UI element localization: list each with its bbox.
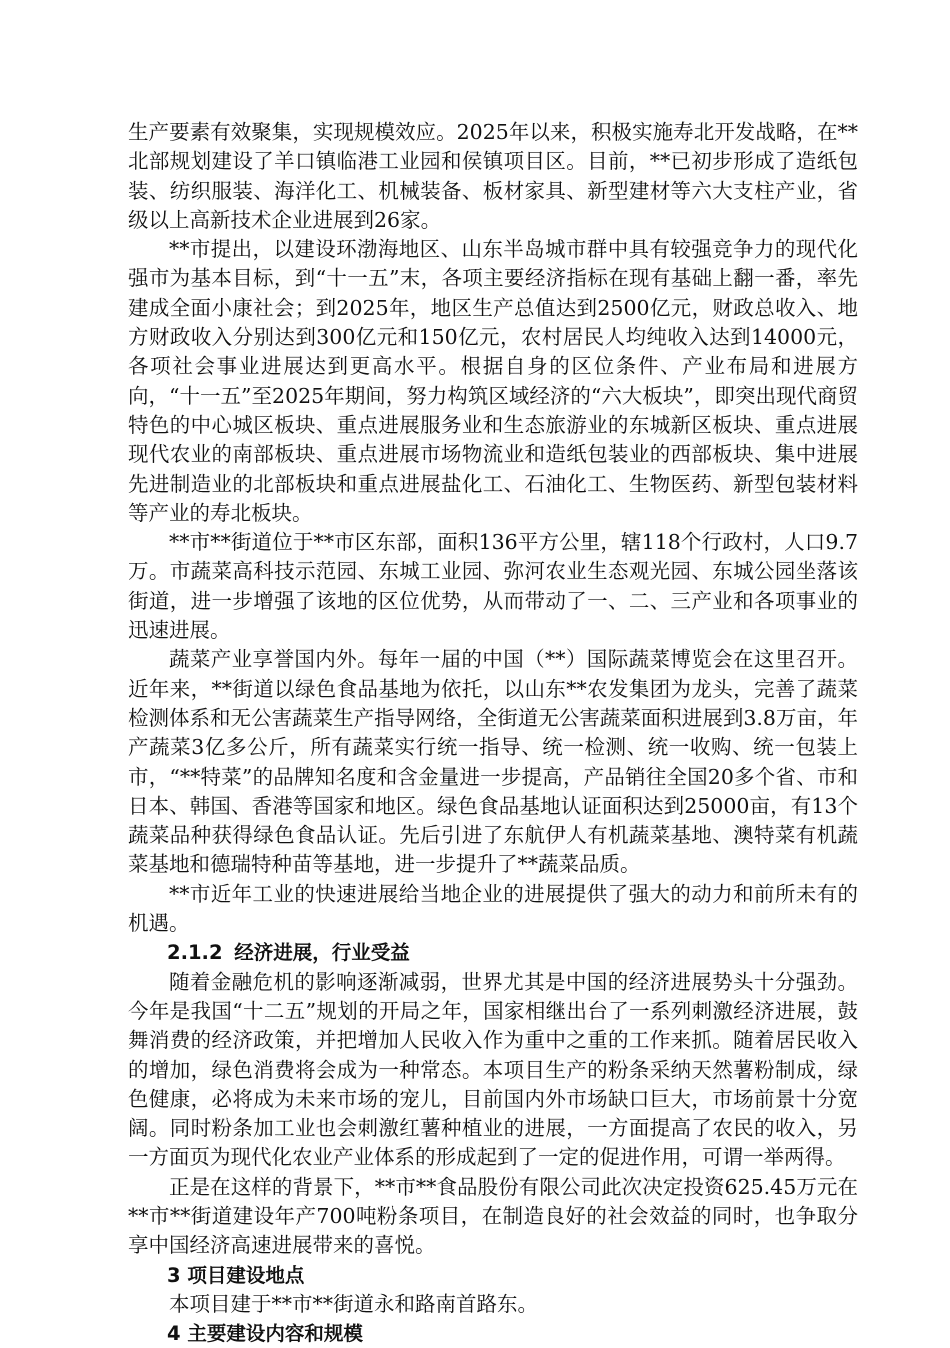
document-page [128,118,858,1348]
section-number: 2.1.2 [167,941,223,965]
section-title: 经济进展，行业受益 [234,941,410,965]
paragraph-economic-trend: 随着金融危机的影响逐渐减弱，世界尤其是中国的经济进展势头十分强劲。今年是我国“十二五”规划的开局之年，国家相继出台了一系列刺激经济进展，鼓舞消费的经济政策，并把增加人民收入作为重中之重的工作来抓。随着居民收入的增加，绿色消费将会成为一种常态。本项目生产的粉条采纳天然薯粉制成，绿色健康，必将成为未来市场的宠儿，目前国内外市场缺口巨大，市场前景十分宽阔。同时粉条加工业也会刺激红薯种植业的进展，一方面提高了农民的收入，另一方面页为现代化农业产业体系的形成起到了一定的促进作用，可谓一举两得。 [128,969,858,1170]
section-heading-economy [128,938,858,967]
paragraph-street-overview: **市**街道位于**市区东部，面积136平方公里，辖118个行政村，人口9.7万。市蔬菜高科技示范园、东城工业园、弥河农业生态观光园、东城公园坐落该街道，进一步增强了该地的区位优势，从而带动了一、二、三产业和各项事业的迅速进展。 [128,530,858,643]
paragraph-vegetable-industry: 蔬菜产业享誉国内外。每年一届的中国（**）国际蔬菜博览会在这里召开。近年来，**街道以绿色食品基地为依托，以山东**农发集团为龙头，完善了蔬菜检测体系和无公害蔬菜生产指导网络，全街道无公害蔬菜面积进展到3.8万亩，年产蔬菜3亿多公斤，所有蔬菜实行统一指导、统一检测、统一收购、统一包装上市，“**特菜”的品牌知名度和含金量进一步提高，产品销往全国20多个省、市和日本、韩国、香港等国家和地区。绿色食品基地认证面积达到25000亩，有13个蔬菜品种获得绿色食品认证。先后引进了东航伊人有机蔬菜基地、澳特菜有机蔬菜基地和德瑞特种苗等基地，进一步提升了**蔬菜品质。 [128,647,858,877]
section-heading-scope: 4 主要建设内容和规模 [167,1322,363,1346]
paragraph-industry-opportunity: **市近年工业的快速进展给当地企业的进展提供了强大的动力和前所未有的机遇。 [128,881,858,936]
paragraph-industry-cluster: 生产要素有效聚集，实现规模效应。2025年以来，积极实施寿北开发战略，在**北部规划建设了羊口镇临港工业园和侯镇项目区。目前，**已初步形成了造纸包装、纺织服装、海洋化工、机械装备、板材家具、新型建材等六大支柱产业，省级以上高新技术企业进展到26家。 [128,120,858,232]
section-heading-location: 3 项目建设地点 [167,1263,305,1287]
paragraph-city-goals: **市提出，以建设环渤海地区、山东半岛城市群中具有较强竞争力的现代化强市为基本目标，到“十一五”末，各项主要经济指标在现有基础上翻一番，率先建成全面小康社会；到2025年，地区生产总值达到2500亿元，财政总收入、地方财政收入分别达到300亿元和150亿元，农村居民人均纯收入达到14000元，各项社会事业进展达到更高水平。根据自身的区位条件、产业布局和进展方向，“十一五”至2025年期间，努力构筑区域经济的“六大板块”，即突出现代商贸特色的中心城区板块、重点进展服务业和生态旅游业的东城新区板块、重点进展现代农业的南部板块、重点进展市场物流业和造纸包装业的西部板块、集中进展先进制造业的北部板块和重点进展盐化工、石油化工、生物医药、新型包装材料等产业的寿北板块。 [128,237,858,525]
paragraph-investment: 正是在这样的背景下，**市**食品股份有限公司此次决定投资625.45万元在**市**街道建设年产700吨粉条项目，在制造良好的社会效益的同时，也争取分享中国经济高速进展带来的喜悦。 [128,1174,858,1258]
paragraph-location: 本项目建于**市**街道永和路南首路东。 [169,1291,538,1316]
